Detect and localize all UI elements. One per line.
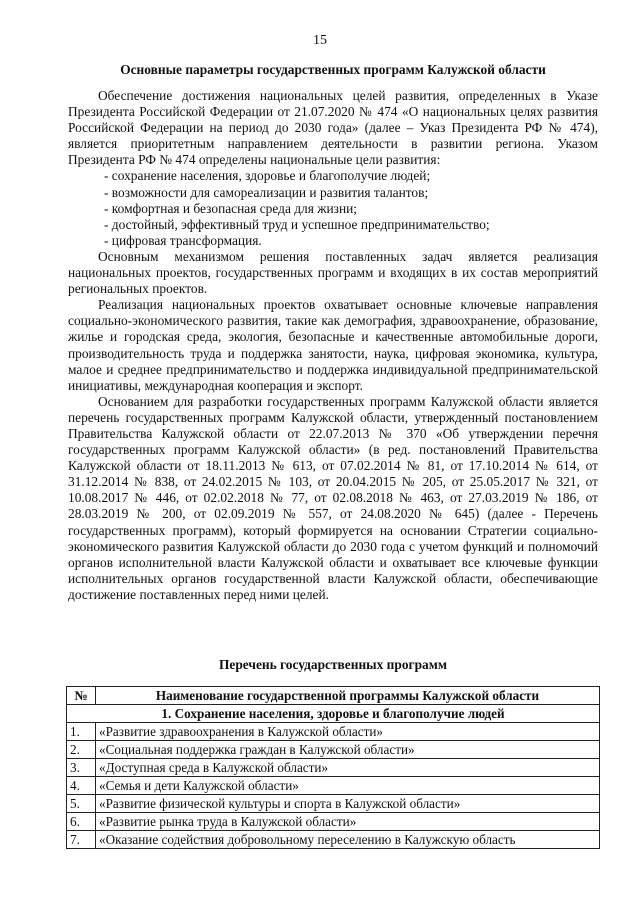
row-number: 4.: [67, 777, 96, 795]
row-program-name: «Развитие физической культуры и спорта в Калужской области»: [96, 795, 600, 813]
row-program-name: «Развитие здравоохранения в Калужской области»: [96, 723, 600, 741]
row-number: 5.: [67, 795, 96, 813]
list-item: - сохранение населения, здоровье и благополучие людей;: [104, 168, 431, 184]
row-program-name: «Семья и дети Калужской области»: [96, 777, 600, 795]
list-item: - достойный, эффективный труд и успешное предпринимательство;: [104, 216, 490, 232]
row-program-name: «Социальная поддержка граждан в Калужской области»: [96, 741, 600, 759]
paragraph-national-projects: Реализация национальных проектов охватывает основные ключевые направления социально-экономического развития, такие как демография, здравоохранение, образование, жилье и городская среда, экология, безопасные и качественные автомобильные дороги, производительность труда и поддержка занятости, наука, цифровая экономика, культура, малое и среднее предпринимательство и поддержка индивидуальной предпринимательской инициативы, международная кооперация и экспорт.: [68, 297, 598, 393]
table-row: [67, 741, 600, 759]
page-number: 15: [313, 33, 327, 48]
paragraph-intro: Обеспечение достижения национальных целей развития, определенных в Указе Президента Российской Федерации от 21.07.2020 № 474 «О национальных целях развития Российской Федерации на период до 2030 года» (далее – Указ Президента РФ № 474), является приоритетным направлением деятельности в развитии региона. Указом Президента РФ № 474 определены национальные цели развития:: [68, 88, 598, 168]
row-number: 1.: [67, 723, 96, 741]
row-number: 3.: [67, 759, 96, 777]
row-program-name: «Развитие рынка труда в Калужской области»: [96, 813, 600, 831]
page-heading: Основные параметры государственных программ Калужской области: [120, 62, 546, 77]
section-title: 1. Сохранение населения, здоровье и благополучие людей: [67, 705, 600, 723]
row-number: 6.: [67, 813, 96, 831]
row-number: 7.: [67, 831, 96, 849]
row-program-name: «Доступная среда в Калужской области»: [96, 759, 600, 777]
table-section-row: [67, 705, 600, 723]
list-item: - цифровая трансформация.: [104, 232, 262, 248]
paragraph-mechanism: Основным механизмом решения поставленных задач является реализация национальных проектов, государственных программ и входящих в их состав мероприятий региональных проектов.: [68, 248, 598, 297]
paragraph-basis: Основанием для разработки государственных программ Калужской области является перечень государственных программ Калужской области, утвержденный постановлением Правительства Калужской области от 22.07.2013 № 370 «Об утверждении перечня государственных программ Калужской области» (в ред. постановлений Правительства Калужской области от 18.11.2013 № 613, от 07.02.2014 № 81, от 17.10.2014 № 614, от 31.12.2014 № 838, от 24.02.2015 № 103, от 20.04.2015 № 205, от 25.05.2017 № 321, от 10.08.2017 № 446, от 02.02.2018 № 77, от 02.08.2018 № 463, от 27.03.2019 № 186, от 28.03.2019 № 200, от 02.09.2019 № 557, от 24.08.2020 № 645) (далее - Перечень государственных программ), который формируется на основании Стратегии социально-экономического развития Калужской области до 2030 года с учетом функций и полномочий органов исполнительной власти Калужской области и охватывает все ключевые функции исполнительных органов государственной власти Калужской области, обеспечивающие достижение поставленных перед ними целей.: [68, 393, 598, 602]
list-item: - возможности для самореализации и развития талантов;: [104, 184, 429, 200]
table-header-row: [67, 687, 600, 705]
programs-table: [66, 686, 600, 849]
table-row: [67, 831, 600, 849]
header-number: №: [67, 687, 96, 705]
table-row: [67, 813, 600, 831]
national-goals-list: [68, 168, 598, 248]
row-program-name: «Оказание содействия добровольному переселению в Калужскую область: [96, 831, 600, 849]
table-row: [67, 723, 600, 741]
list-item: - комфортная и безопасная среда для жизни;: [104, 200, 358, 216]
table-title: Перечень государственных программ: [219, 657, 447, 672]
table-row: [67, 795, 600, 813]
row-number: 2.: [67, 741, 96, 759]
table-row: [67, 777, 600, 795]
table-row: [67, 759, 600, 777]
body-text: [68, 88, 598, 603]
header-program-name: Наименование государственной программы Калужской области: [96, 687, 600, 705]
